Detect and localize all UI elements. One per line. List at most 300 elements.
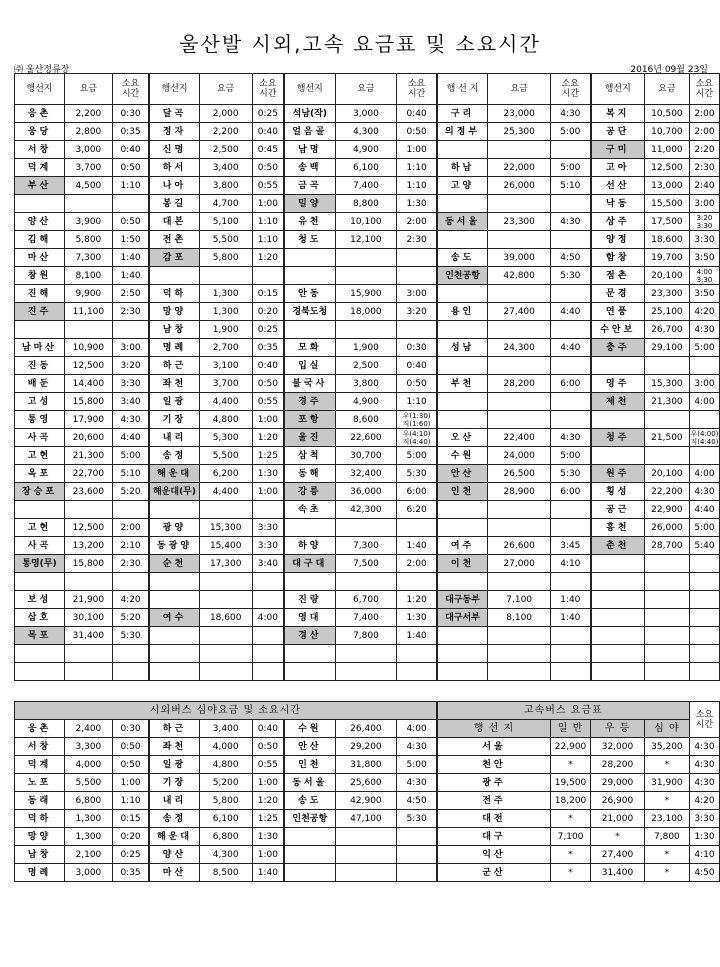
express-time-cell: 4:30	[689, 774, 719, 792]
lower-table-row	[15, 720, 720, 738]
time-cell: 0:35	[112, 123, 149, 141]
time-cell: 2:30	[112, 303, 149, 321]
destination-cell: 성남	[437, 339, 488, 357]
destination-cell: 동광양	[149, 537, 199, 555]
header-destination: 행선지	[149, 74, 199, 105]
time-cell: 4:30	[551, 213, 591, 231]
night-destination-cell: 일광	[149, 756, 199, 774]
fare-cell	[488, 519, 551, 537]
time-cell	[397, 249, 437, 267]
fare-cell: 7,400	[335, 177, 397, 195]
express-night-fare-cell: *	[644, 792, 689, 810]
destination-cell: 밀양	[284, 195, 335, 213]
destination-cell: 내리	[149, 429, 199, 447]
destination-cell	[15, 573, 65, 591]
destination-cell: 웅당	[15, 123, 65, 141]
destination-cell: 하서	[149, 159, 199, 177]
fare-cell	[488, 285, 551, 303]
destination-cell: 해운대	[149, 465, 199, 483]
time-cell	[551, 663, 591, 681]
destination-cell	[591, 663, 645, 681]
fare-cell: 3,000	[64, 141, 112, 159]
destination-cell	[437, 519, 488, 537]
issue-date: 2016년 09월 23일	[630, 65, 708, 75]
time-cell: 6:00	[397, 483, 437, 501]
time-cell: 3:00	[112, 339, 149, 357]
time-cell	[689, 411, 719, 429]
destination-cell: 고양	[437, 177, 488, 195]
destination-cell: 충주	[591, 339, 645, 357]
destination-cell: 청주	[591, 429, 645, 447]
fare-cell: 8,100	[488, 609, 551, 627]
time-cell	[551, 195, 591, 213]
destination-cell: 춘천	[591, 537, 645, 555]
express-header-time: 소요 시간	[689, 702, 719, 738]
destination-cell: 문경	[591, 285, 645, 303]
destination-cell: 명례	[149, 339, 199, 357]
time-cell: 2:10	[112, 537, 149, 555]
time-cell	[252, 267, 284, 285]
destination-cell: 하양	[284, 537, 335, 555]
fare-cell: 28,700	[644, 537, 689, 555]
time-cell: 6:00	[551, 375, 591, 393]
fare-cell: 7,500	[335, 555, 397, 573]
lower-table-row	[15, 828, 720, 846]
table-row	[15, 141, 720, 159]
fare-cell: 2,200	[199, 123, 252, 141]
destination-cell: 경주	[284, 393, 335, 411]
fare-cell: 14,400	[64, 375, 112, 393]
destination-cell: 좌천	[149, 375, 199, 393]
table-row	[15, 231, 720, 249]
destination-cell	[15, 645, 65, 663]
night-fare-cell: 31,800	[335, 756, 397, 774]
destination-cell: 삼척	[284, 447, 335, 465]
night-time-cell: 0:50	[112, 756, 149, 774]
fare-cell: 2,500	[199, 141, 252, 159]
night-time-cell: 4:50	[397, 792, 437, 810]
destination-cell	[591, 357, 645, 375]
time-cell	[551, 411, 591, 429]
time-cell: 1:40	[112, 249, 149, 267]
time-cell	[551, 573, 591, 591]
express-regular-fare-cell: 22,900	[551, 738, 591, 756]
express-header-cell: 행 선 지	[437, 720, 551, 738]
night-fare-cell: 6,800	[64, 792, 112, 810]
fare-cell	[488, 195, 551, 213]
destination-cell: 석남(작)	[284, 105, 335, 123]
destination-cell	[437, 195, 488, 213]
night-fare-cell: 47,100	[335, 810, 397, 828]
express-premium-fare-cell: 29,000	[591, 774, 645, 792]
time-cell	[112, 645, 149, 663]
time-cell	[551, 645, 591, 663]
fare-cell: 23,300	[488, 213, 551, 231]
time-cell: 2:50	[112, 285, 149, 303]
time-cell: 4:40	[551, 303, 591, 321]
night-time-cell: 0:50	[252, 738, 284, 756]
lower-table-row	[15, 774, 720, 792]
fare-cell: 42,800	[488, 267, 551, 285]
night-destination-cell: 안산	[284, 738, 335, 756]
night-time-cell: 0:55	[252, 756, 284, 774]
destination-cell: 원주	[591, 465, 645, 483]
destination-cell: 여주	[437, 537, 488, 555]
time-cell: 4:00	[252, 609, 284, 627]
time-cell: 0:40	[112, 141, 149, 159]
destination-cell: 오산	[437, 429, 488, 447]
night-time-cell: 1:00	[112, 774, 149, 792]
time-cell: 3:20	[112, 357, 149, 375]
time-cell: 0:55	[252, 393, 284, 411]
fare-cell: 1,900	[335, 339, 397, 357]
destination-cell	[437, 627, 488, 645]
time-cell	[397, 645, 437, 663]
fare-cell	[199, 663, 252, 681]
time-cell	[689, 627, 719, 645]
table-row	[15, 357, 720, 375]
fare-cell	[335, 267, 397, 285]
fare-cell: 4,300	[335, 123, 397, 141]
fare-cell	[199, 573, 252, 591]
time-cell: 1:40	[112, 267, 149, 285]
destination-cell: 횡성	[591, 483, 645, 501]
night-destination-cell: 노포	[15, 774, 65, 792]
destination-cell: 진동	[15, 357, 65, 375]
time-cell: 5:30	[551, 465, 591, 483]
time-cell	[112, 573, 149, 591]
time-cell: 1:00	[252, 411, 284, 429]
fare-cell: 9,900	[64, 285, 112, 303]
table-row	[15, 411, 720, 429]
night-fare-cell: 4,000	[64, 756, 112, 774]
destination-cell: 부천	[437, 375, 488, 393]
time-cell: 2:40	[689, 177, 719, 195]
destination-cell: 양산	[15, 213, 65, 231]
fare-cell: 4,400	[199, 393, 252, 411]
night-fare-cell: 3,000	[64, 864, 112, 882]
time-cell: 0:45	[252, 141, 284, 159]
fare-cell: 6,200	[199, 465, 252, 483]
express-time-cell: 4:10	[689, 846, 719, 864]
destination-cell: 속초	[284, 501, 335, 519]
table-row	[15, 393, 720, 411]
destination-cell: 고현	[15, 519, 65, 537]
night-fare-cell: 26,400	[335, 720, 397, 738]
fare-cell: 7,800	[335, 627, 397, 645]
time-cell	[689, 663, 719, 681]
time-cell: 0:50	[397, 375, 437, 393]
night-fare-cell: 1,300	[64, 810, 112, 828]
fare-cell: 3,800	[335, 375, 397, 393]
time-cell: 우(4:00) 직(4:40)	[690, 429, 719, 446]
fare-cell: 4,800	[199, 411, 252, 429]
time-cell: 6:20	[397, 501, 437, 519]
time-cell: 3:20	[397, 303, 437, 321]
destination-cell: 진주	[15, 303, 65, 321]
express-destination-cell: 천안	[437, 756, 551, 774]
lower-table-row	[15, 810, 720, 828]
fare-cell	[199, 645, 252, 663]
table-row	[15, 627, 720, 645]
night-time-cell	[397, 846, 437, 864]
destination-cell: 달곡	[149, 105, 199, 123]
fare-cell: 10,500	[644, 105, 689, 123]
night-time-cell: 4:00	[397, 720, 437, 738]
fare-cell: 2,700	[199, 339, 252, 357]
fare-cell: 22,600	[335, 429, 397, 447]
time-cell: 4:20	[689, 303, 719, 321]
time-cell: 0:50	[397, 123, 437, 141]
express-header-cell: 심 야	[644, 720, 689, 738]
time-cell	[689, 573, 719, 591]
fare-cell: 18,600	[199, 609, 252, 627]
fare-cell: 31,400	[64, 627, 112, 645]
header-time: 소요 시간	[689, 74, 719, 105]
fare-cell	[335, 573, 397, 591]
table-row	[15, 285, 720, 303]
fare-table	[14, 73, 720, 882]
night-fare-cell	[335, 828, 397, 846]
header-destination: 행선지	[591, 74, 645, 105]
fare-cell: 25,300	[488, 123, 551, 141]
night-destination-cell: 송정	[149, 810, 199, 828]
lower-table-row	[15, 738, 720, 756]
fare-cell: 6,100	[335, 159, 397, 177]
time-cell: 4:00	[689, 393, 719, 411]
fare-cell: 5,300	[199, 429, 252, 447]
destination-cell: 부산	[15, 177, 65, 195]
express-header-cell: 우 등	[591, 720, 645, 738]
fare-cell: 21,900	[64, 591, 112, 609]
night-time-cell: 1:20	[252, 792, 284, 810]
express-destination-cell: 대구	[437, 828, 551, 846]
time-cell: 1:10	[397, 393, 437, 411]
destination-cell: 이천	[437, 555, 488, 573]
company-name: ㈜ 울산정류장	[14, 65, 70, 75]
night-destination-cell: 덕하	[15, 810, 65, 828]
express-fare-title: 고속버스 요금표	[437, 702, 690, 720]
header-fare: 요금	[644, 74, 689, 105]
night-time-cell: 0:30	[112, 720, 149, 738]
destination-cell	[437, 141, 488, 159]
express-destination-cell: 전주	[437, 792, 551, 810]
table-row	[15, 429, 720, 447]
fare-cell: 25,100	[644, 303, 689, 321]
night-time-cell: 1:25	[252, 810, 284, 828]
express-destination-cell: 광주	[437, 774, 551, 792]
time-cell: 1:40	[551, 591, 591, 609]
destination-cell	[149, 267, 199, 285]
fare-cell	[488, 321, 551, 339]
night-destination-cell: 마산	[149, 864, 199, 882]
fare-cell: 23,600	[64, 483, 112, 501]
express-premium-fare-cell: 27,400	[591, 846, 645, 864]
night-fare-cell: 4,000	[199, 738, 252, 756]
time-cell: 2:00	[397, 555, 437, 573]
destination-cell: 점촌	[591, 267, 645, 285]
night-fare-cell: 6,800	[199, 828, 252, 846]
fare-cell: 32,400	[335, 465, 397, 483]
destination-cell: 영대	[284, 609, 335, 627]
destination-cell: 사곡	[15, 537, 65, 555]
destination-cell: 동서울	[437, 213, 488, 231]
night-time-cell: 1:00	[252, 774, 284, 792]
night-destination-cell: 덕계	[15, 756, 65, 774]
night-time-cell: 0:15	[112, 810, 149, 828]
express-regular-fare-cell: 18,200	[551, 792, 591, 810]
time-cell: 1:10	[112, 177, 149, 195]
fare-cell: 15,300	[644, 375, 689, 393]
time-cell: 4:20	[112, 591, 149, 609]
table-row	[15, 303, 720, 321]
night-destination-cell: 명례	[15, 864, 65, 882]
time-cell	[397, 321, 437, 339]
fare-cell: 15,900	[335, 285, 397, 303]
destination-cell: 입실	[284, 357, 335, 375]
fare-cell: 36,000	[335, 483, 397, 501]
time-cell: 0:40	[397, 357, 437, 375]
time-cell: 4:30	[551, 105, 591, 123]
express-regular-fare-cell: *	[551, 756, 591, 774]
fare-cell	[488, 663, 551, 681]
destination-cell: 연풍	[591, 303, 645, 321]
time-cell: 4:00 3:30	[689, 267, 719, 285]
destination-cell	[284, 663, 335, 681]
fare-cell	[488, 357, 551, 375]
destination-cell	[591, 573, 645, 591]
time-cell	[397, 663, 437, 681]
table-row	[15, 159, 720, 177]
time-cell	[551, 357, 591, 375]
fare-cell	[644, 609, 689, 627]
destination-cell: 망양	[149, 303, 199, 321]
table-row	[15, 645, 720, 663]
table-row	[15, 663, 720, 681]
night-fare-cell: 1,300	[64, 828, 112, 846]
fare-cell	[644, 447, 689, 465]
time-cell: 5:00	[689, 339, 719, 357]
fare-cell: 3,700	[199, 375, 252, 393]
fare-cell	[335, 321, 397, 339]
fare-cell: 24,300	[488, 339, 551, 357]
table-row	[15, 375, 720, 393]
time-cell: 3:30	[252, 537, 284, 555]
time-cell	[689, 555, 719, 573]
time-cell	[551, 519, 591, 537]
table-row	[15, 537, 720, 555]
time-cell: 0:40	[397, 105, 437, 123]
time-cell: 1:30	[252, 465, 284, 483]
fare-cell	[644, 663, 689, 681]
destination-cell: 구미	[591, 141, 645, 159]
fare-cell: 27,400	[488, 303, 551, 321]
fare-cell	[644, 591, 689, 609]
night-fare-cell: 5,800	[199, 792, 252, 810]
fare-cell: 2,000	[199, 105, 252, 123]
table-row	[15, 519, 720, 537]
fare-cell	[488, 411, 551, 429]
express-night-fare-cell: 31,900	[644, 774, 689, 792]
table-row	[15, 249, 720, 267]
night-time-cell: 1:30	[252, 828, 284, 846]
time-cell: 1:00	[252, 195, 284, 213]
time-cell: 0:50	[252, 375, 284, 393]
time-cell: 0:15	[252, 285, 284, 303]
table-row	[15, 609, 720, 627]
time-cell: 2:00	[689, 105, 719, 123]
fare-cell	[335, 249, 397, 267]
time-cell: 2:00	[112, 519, 149, 537]
time-cell	[252, 591, 284, 609]
destination-cell: 장승포	[15, 483, 65, 501]
time-cell: 4:40	[112, 429, 149, 447]
night-fare-cell: 5,200	[199, 774, 252, 792]
fare-cell	[644, 555, 689, 573]
destination-cell: 공근	[591, 501, 645, 519]
fare-cell: 10,900	[64, 339, 112, 357]
fare-cell: 21,300	[644, 393, 689, 411]
table-row	[15, 339, 720, 357]
express-header-cell: 일 반	[551, 720, 591, 738]
time-cell: 5:20	[112, 483, 149, 501]
destination-cell: 경산	[284, 627, 335, 645]
night-destination-cell: 수원	[284, 720, 335, 738]
express-time-cell: 4:50	[689, 864, 719, 882]
destination-cell: 김해	[15, 231, 65, 249]
destination-cell: 서창	[15, 141, 65, 159]
time-cell: 0:25	[252, 321, 284, 339]
express-time-cell: 1:30	[689, 828, 719, 846]
time-cell: 5:30	[397, 465, 437, 483]
destination-cell: 홍천	[591, 519, 645, 537]
destination-cell: 여수	[149, 609, 199, 627]
express-premium-fare-cell: 32,000	[591, 738, 645, 756]
fare-cell: 5,500	[199, 231, 252, 249]
night-time-cell	[397, 828, 437, 846]
fare-cell: 26,000	[644, 519, 689, 537]
night-destination-cell: 동서울	[284, 774, 335, 792]
night-fare-cell: 42,900	[335, 792, 397, 810]
fare-cell: 12,500	[64, 519, 112, 537]
time-cell: 1:40	[397, 537, 437, 555]
time-cell: 0:40	[252, 123, 284, 141]
fare-cell	[488, 501, 551, 519]
night-destination-cell	[284, 846, 335, 864]
destination-cell: 유천	[284, 213, 335, 231]
destination-cell: 기장	[149, 411, 199, 429]
express-regular-fare-cell: *	[551, 810, 591, 828]
destination-cell: 대본	[149, 213, 199, 231]
time-cell	[397, 267, 437, 285]
fare-cell	[199, 501, 252, 519]
night-destination-cell: 기장	[149, 774, 199, 792]
header-fare: 요금	[199, 74, 252, 105]
fare-cell: 3,100	[199, 357, 252, 375]
destination-cell	[437, 357, 488, 375]
page-title: 울산발 시외,고속 요금표 및 소요시간	[179, 32, 541, 56]
fare-cell: 15,800	[64, 555, 112, 573]
fare-cell: 5,800	[64, 231, 112, 249]
destination-cell	[149, 627, 199, 645]
time-cell: 3:50	[689, 285, 719, 303]
time-cell	[252, 663, 284, 681]
night-destination-cell: 인천공항	[284, 810, 335, 828]
fare-cell: 23,000	[488, 105, 551, 123]
destination-cell: 응촌	[15, 105, 65, 123]
destination-cell: 삼호	[15, 609, 65, 627]
time-cell: 2:30	[397, 231, 437, 249]
